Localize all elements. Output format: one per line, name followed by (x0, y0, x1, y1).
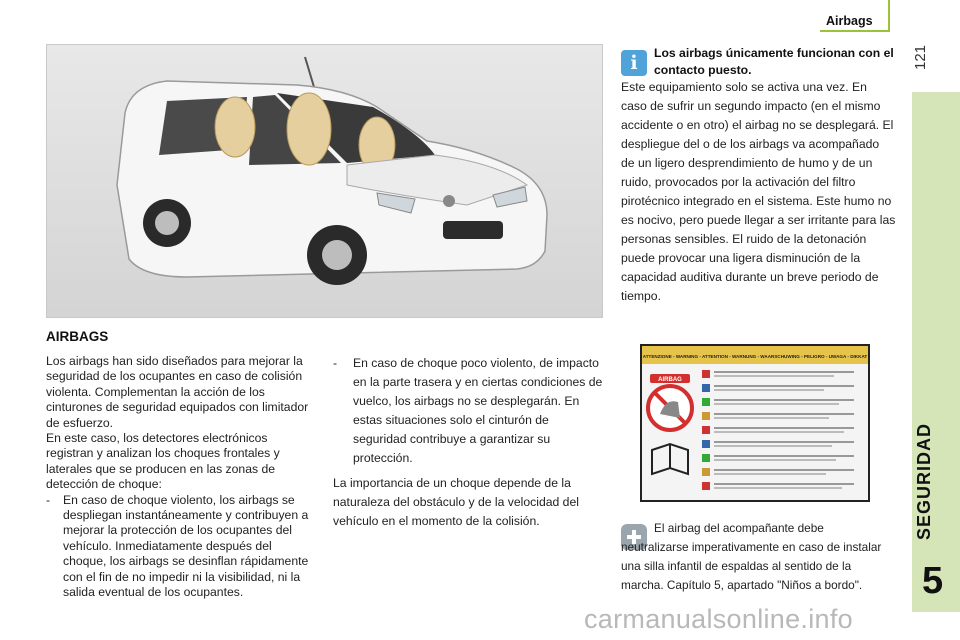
row-line-8 (714, 469, 854, 471)
warning-label-drawing (642, 346, 868, 500)
row-line-7 (714, 455, 854, 457)
flag-9 (702, 482, 710, 490)
airbag-driver (287, 93, 331, 165)
chapter-label-text: SEGURIDAD (914, 422, 934, 540)
bullet-light-impact (333, 354, 603, 468)
label-header-text: ATTENZIONE - WARNING - ATTENTION - WARNUNG - WAARSCHUWING - PELIGRO - UWAGA - DIKKAT (642, 354, 868, 359)
flag-2 (702, 384, 710, 392)
van-drawing (47, 45, 603, 318)
row-line-2 (714, 385, 854, 387)
info-icon: i (621, 50, 647, 76)
van-airbag-illustration (46, 44, 603, 318)
importance-paragraph: La importancia de un choque depende de la naturaleza del obstáculo y de la velocidad del vehículo en el momento de la colisión. (333, 476, 579, 528)
column-middle (333, 354, 603, 531)
child-seat-note: El airbag del acompañante debe neutralizarse imperativamente en caso de instalar una silla infantil de espaldas al sentido de la marcha. Capítulo 5, apartado "Niños a bordo". (621, 521, 882, 592)
row-line-9 (714, 483, 854, 485)
row-line-4b (714, 417, 829, 419)
row-line-1b (714, 375, 834, 377)
column-left (46, 354, 316, 601)
row-line-4 (714, 413, 854, 415)
bullet-light-text: En caso de choque poco violento, de impacto en la parte trasera y en ciertas condiciones de vuelco, los airbags no se desplegarán. En estas situaciones solo el cinturón de seguridad contribuye a garantizar su protección. (353, 356, 603, 465)
flag-6 (702, 440, 710, 448)
flag-5 (702, 426, 710, 434)
row-line-2b (714, 389, 824, 391)
intro-paragraph: Los airbags han sido diseñados para mejorar la seguridad de los ocupantes en caso de colisión violenta. Complementan la acción de los cinturones de seguridad equipados con limitador de esfuerzo. (46, 354, 309, 430)
flag-3 (702, 398, 710, 406)
hub-front (322, 240, 352, 270)
bullet-dash: - (46, 492, 51, 507)
bullet-violent-impact (46, 493, 316, 601)
flag-8 (702, 468, 710, 476)
detectors-paragraph: En este caso, los detectores electrónicos registran y analizan los choques frontales y laterales que se producen en las zonas de detección de choque: (46, 431, 280, 492)
row-line-3 (714, 399, 854, 401)
row-line-6b (714, 445, 832, 447)
flag-7 (702, 454, 710, 462)
row-line-8b (714, 473, 826, 475)
label-warning-rows (702, 370, 854, 490)
page-number: 121 (912, 44, 929, 70)
badge-logo (443, 195, 455, 207)
row-line-5b (714, 431, 844, 433)
row-line-3b (714, 403, 839, 405)
info-heading: Los airbags únicamente funcionan con el contacto puesto. (654, 46, 894, 77)
hub-rear (155, 211, 179, 235)
row-line-9b (714, 487, 842, 489)
flag-1 (702, 370, 710, 378)
airbag-badge-text: AIRBAG (658, 377, 682, 383)
row-line-1 (714, 371, 854, 373)
chapter-number: 5 (922, 560, 944, 602)
header-rule-vertical (888, 0, 890, 32)
header-rule (820, 30, 888, 32)
row-line-5 (714, 427, 854, 429)
row-line-7b (714, 459, 836, 461)
info-body: Este equipamiento solo se activa una vez. En caso de sufrir un segundo impacto (en el mismo accidente o en otro) el airbag no se desplegará. El despliegue del o de los airbags va acompañado de un ligero desprendimiento de humo y de un ruido, provocados por la activación del filtro pirotécnico integrado en el sistema. Este humo no es nocivo, pero puede llegar a ser irritante para las personas sensibles. El ruido de la detonación puede provocar una ligera disminución de la capacidad auditiva durante un breve periodo de tiempo. (621, 80, 896, 303)
watermark: carmanualsonline.info (584, 604, 853, 634)
bullet-violent-text: En caso de choque violento, los airbags se despliegan instantáneamente y contribuyen a mejorar la protección de los ocupantes del vehículo. Inmediatamente después del choque, los airbags se desinflan rápidamente con el fin de no impedir ni la visibilidad, ni la salida eventual de los ocupantes. (63, 492, 309, 600)
flag-4 (702, 412, 710, 420)
row-line-6 (714, 441, 854, 443)
grille (443, 221, 503, 239)
bullet-dash: - (333, 356, 338, 370)
chapter-side-label (914, 422, 935, 540)
airbag-side (215, 97, 255, 157)
section-title: AIRBAGS (46, 329, 109, 344)
airbag-warning-label (640, 344, 870, 502)
page-header-title: Airbags (826, 14, 873, 28)
